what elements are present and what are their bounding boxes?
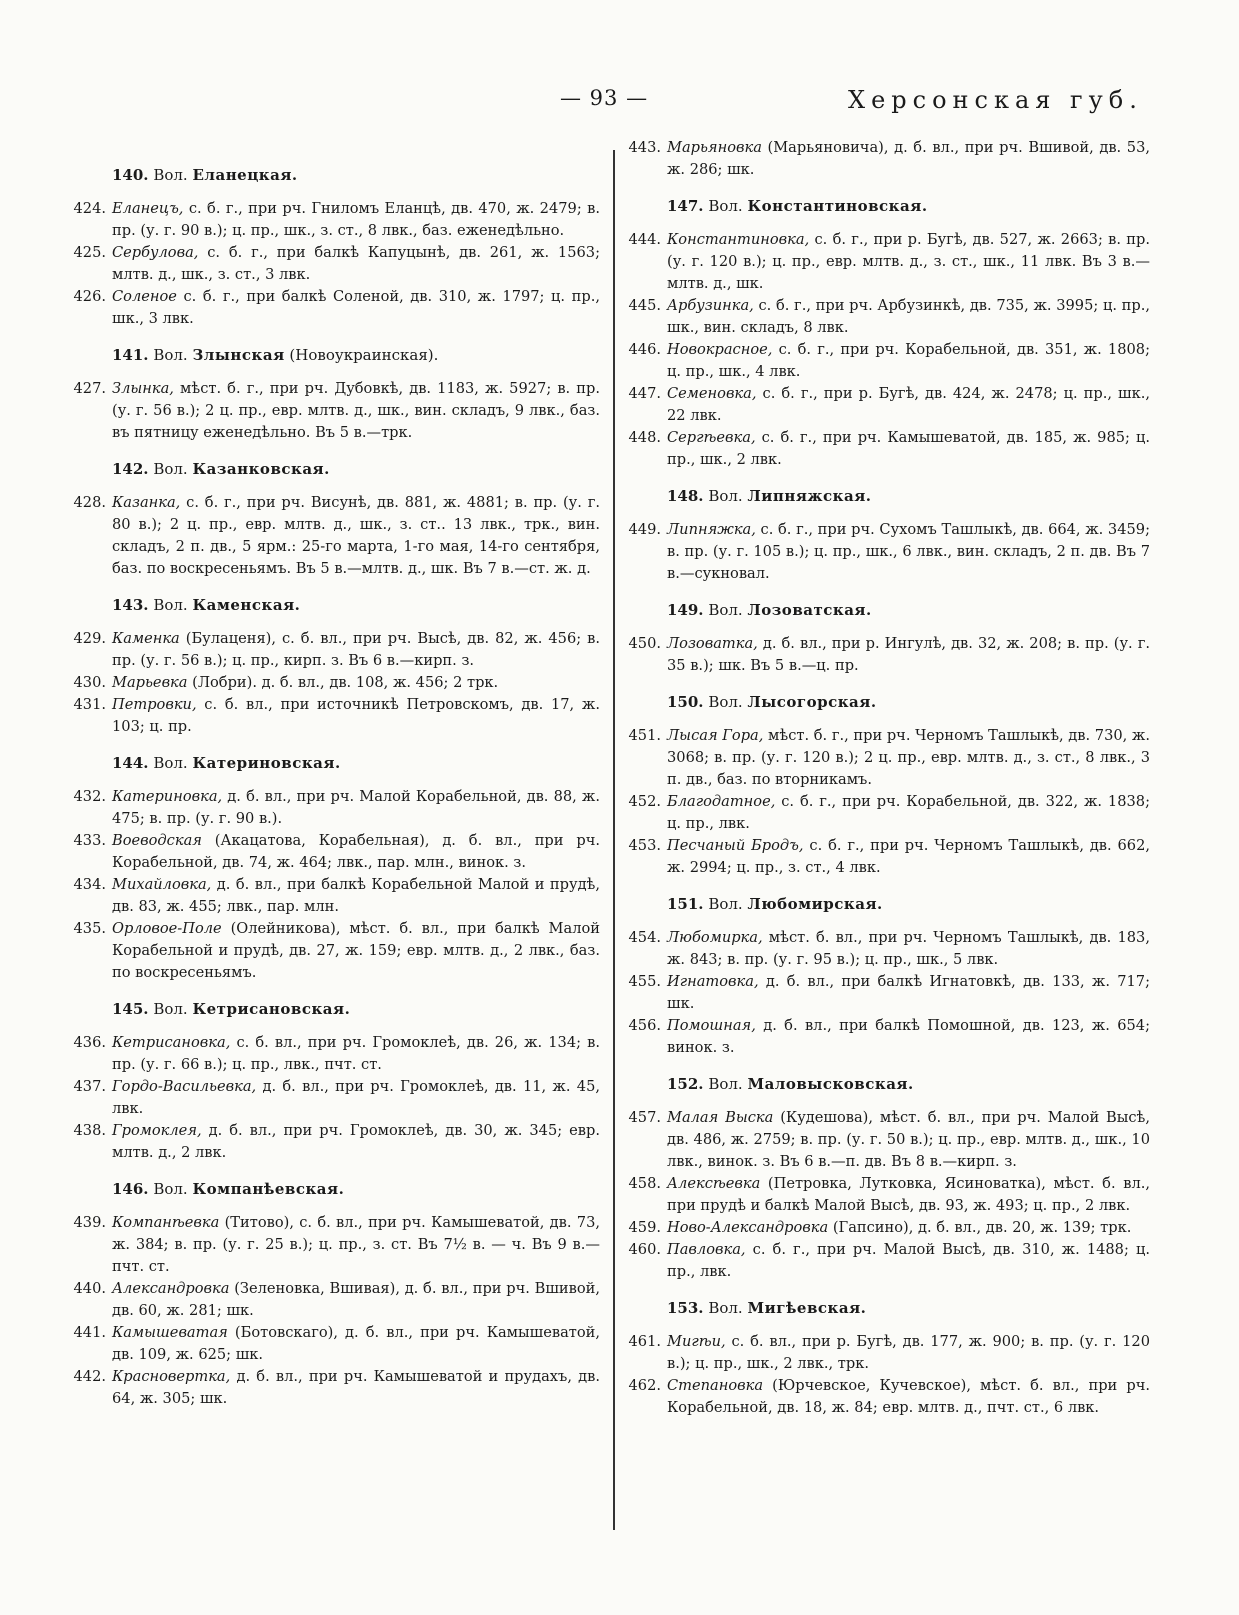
volost-name: Маловысковская. [747, 1075, 914, 1093]
place-name: Любомирка, [667, 929, 763, 946]
volost-name: Казанковская. [192, 460, 330, 478]
place-name: Орловое-Поле [112, 920, 222, 937]
volost-number: 153. [667, 1299, 704, 1317]
right-column [625, 137, 1150, 1433]
page-number: — 93 — [560, 86, 649, 110]
entry-number: 431. [73, 696, 106, 713]
place-name: Громоклея, [112, 1122, 202, 1139]
entry-text: д. б. вл., при балкѣ Корабельной Малой и прудѣ, дв. 83, ж. 455; лвк., пар. млн. [112, 876, 600, 915]
entry-number: 425. [73, 244, 106, 261]
volost-name: Лысогорская. [747, 693, 877, 711]
volost-section [625, 893, 1150, 1059]
volost-heading [667, 893, 1150, 915]
place-name: Соленое [112, 288, 177, 305]
entry-text: д. б. вл., при рч. Камышеватой и прудахъ, дв. 64, ж. 305; шк. [112, 1368, 600, 1407]
entry [625, 1173, 1150, 1217]
volost-section [625, 1297, 1150, 1419]
volost-number: 147. [667, 197, 704, 215]
column-divider [613, 150, 615, 1530]
entry-text: с. б. г., при балкѣ Соленой, дв. 310, ж. 1797; ц. пр., шк., 3 лвк. [112, 288, 600, 327]
entry [70, 492, 600, 580]
volost-heading [112, 998, 600, 1020]
entry-text: д. б. вл., при балкѣ Помошной, дв. 123, ж. 654; винок. з. [667, 1017, 1150, 1056]
entry [625, 1015, 1150, 1059]
entry-number: 461. [628, 1333, 661, 1350]
volost-heading [112, 1178, 600, 1200]
place-name: Малая Выска [667, 1109, 774, 1126]
entry-text: с. б. вл., при источникѣ Петровскомъ, дв. 17, ж. 103; ц. пр. [112, 696, 600, 735]
volost-section [625, 691, 1150, 879]
place-name: Михайловка, [112, 876, 212, 893]
volost-number: 144. [112, 754, 149, 772]
entry [70, 918, 600, 984]
volost-section [70, 164, 600, 330]
entry-text: (Ботовскаго), д. б. вл., при рч. Камышеватой, дв. 109, ж. 625; шк. [112, 1324, 600, 1363]
volost-heading [112, 594, 600, 616]
volost-label: Вол. [708, 1075, 743, 1093]
entry [70, 1212, 600, 1278]
entry [70, 1366, 600, 1410]
entry [70, 672, 600, 694]
entry-text: (Марьяновича), д. б. вл., при рч. Вшивой, дв. 53, ж. 286; шк. [667, 139, 1150, 178]
place-name: Арбузинка, [667, 297, 754, 314]
place-name: Сергѣевка, [667, 429, 756, 446]
entry-text: с. б. г., при рч. Сухомъ Ташлыкѣ, дв. 664, ж. 3459; в. пр. (у. г. 105 в.); ц. пр., шк., 6 лвк., вин. складъ, 2 п. дв. Въ 7 в.—сукновал. [667, 521, 1150, 582]
volost-label: Вол. [708, 487, 743, 505]
place-name: Злынка, [112, 380, 174, 397]
entry-number: 434. [73, 876, 106, 893]
volost-name: Катериновская. [192, 754, 341, 772]
entry [625, 383, 1150, 427]
entry-number: 459. [628, 1219, 661, 1236]
entry-number: 448. [628, 429, 661, 446]
entry-text: с. б. вл., при рч. Громоклеѣ, дв. 26, ж. 134; в. пр. (у. г. 66 в.); ц. пр., лвк., пчт. ст. [112, 1034, 600, 1073]
volost-label: Вол. [708, 197, 743, 215]
volost-heading [667, 1073, 1150, 1095]
volost-number: 149. [667, 601, 704, 619]
entry-text: с. б. г., при рч. Черномъ Ташлыкѣ, дв. 662, ж. 2994; ц. пр., з. ст., 4 лвк. [667, 837, 1151, 876]
entry-text: с. б. г., при рч. Камышеватой, дв. 185, ж. 985; ц. пр., шк., 2 лвк. [667, 429, 1150, 468]
entry-text: с. б. г., при р. Бугѣ, дв. 424, ж. 2478; ц. пр., шк., 22 лвк. [667, 385, 1150, 424]
place-name: Компанѣевка [112, 1214, 220, 1231]
entry [625, 971, 1150, 1015]
volost-number: 145. [112, 1000, 149, 1018]
volost-label: Вол. [153, 1000, 188, 1018]
place-name: Гордо-Васильевка, [112, 1078, 257, 1095]
volost-section [70, 1178, 600, 1410]
entry [70, 198, 600, 242]
entry-number: 456. [628, 1017, 661, 1034]
entry-number: 427. [73, 380, 106, 397]
entry-text: (Петровка, Лутковка, Ясиноватка), мѣст. б. вл., при прудѣ и балкѣ Малой Высѣ, дв. 93, ж. 493; ц. пр., 2 лвк. [667, 1175, 1150, 1214]
entry-number: 458. [628, 1175, 661, 1192]
place-name: Песчаный Бродъ, [667, 837, 804, 854]
entry-number: 441. [73, 1324, 106, 1341]
entry-number: 452. [628, 793, 661, 810]
entry-number: 460. [628, 1241, 661, 1258]
volost-section [70, 458, 600, 580]
place-name: Марьяновка [667, 139, 762, 156]
volost-number: 142. [112, 460, 149, 478]
volost-section [625, 599, 1150, 677]
volost-name: Любомирская. [747, 895, 883, 913]
volost-number: 140. [112, 166, 149, 184]
entry-text: д. б. вл., при рч. Громоклеѣ, дв. 30, ж. 345; евр. млтв. д., 2 лвк. [112, 1122, 600, 1161]
volost-label: Вол. [153, 460, 188, 478]
place-name: Павловка, [667, 1241, 746, 1258]
entry-number: 457. [628, 1109, 661, 1126]
volost-name: Компанѣевская. [192, 1180, 345, 1198]
entry-number: 455. [628, 973, 661, 990]
place-name: Сербулова, [112, 244, 199, 261]
volost-number: 152. [667, 1075, 704, 1093]
entry-text: (Акацатова, Корабельная), д. б. вл., при рч. Корабельной, дв. 74, ж. 464; лвк., пар. млн., винок. з. [112, 832, 600, 871]
entry-text: с. б. вл., при р. Бугѣ, дв. 177, ж. 900; в. пр. (у. г. 120 в.); ц. пр., шк., 2 лвк., трк. [667, 1333, 1150, 1372]
volost-number: 141. [112, 346, 149, 364]
place-name: Воеводская [112, 832, 202, 849]
volost-number: 143. [112, 596, 149, 614]
entry-number: 433. [73, 832, 106, 849]
entry [70, 378, 600, 444]
place-name: Марьевка [112, 674, 188, 691]
entry-text: (Кудешова), мѣст. б. вл., при рч. Малой Высѣ, дв. 486, ж. 2759; в. пр. (у. г. 50 в.); ц. пр., евр. млтв. д., шк., 10 лвк., винок. з. Въ 6 в.—п. дв. Въ 8 в.—кирп. з. [667, 1109, 1150, 1170]
volost-heading [667, 599, 1150, 621]
entry-number: 443. [628, 139, 661, 156]
volost-heading [112, 344, 600, 366]
entry-text: с. б. г., при рч. Малой Высѣ, дв. 310, ж. 1488; ц. пр., лвк. [667, 1241, 1150, 1280]
volost-name: Константиновская. [747, 197, 928, 215]
volost-heading [667, 1297, 1150, 1319]
entry-number: 426. [73, 288, 106, 305]
volost-label: Вол. [153, 596, 188, 614]
entry [70, 1322, 600, 1366]
volost-label: Вол. [708, 1299, 743, 1317]
entry [70, 874, 600, 918]
entry-number: 451. [628, 727, 661, 744]
place-name: Лозоватка, [667, 635, 758, 652]
place-name: Лысая Гора, [667, 727, 764, 744]
volost-heading [112, 752, 600, 774]
entry [625, 1375, 1150, 1419]
entry-number: 440. [73, 1280, 106, 1297]
volost-name: Мигѣевская. [747, 1299, 867, 1317]
entry-number: 438. [73, 1122, 106, 1139]
entry [625, 519, 1150, 585]
place-name: Семеновка, [667, 385, 757, 402]
entry-number: 424. [73, 200, 106, 217]
entry-number: 449. [628, 521, 661, 538]
volost-heading [112, 458, 600, 480]
volost-section [625, 1073, 1150, 1283]
entry-number: 428. [73, 494, 106, 511]
volost-number: 148. [667, 487, 704, 505]
entry-number: 437. [73, 1078, 106, 1095]
volost-number: 146. [112, 1180, 149, 1198]
entry [70, 694, 600, 738]
volost-heading [667, 691, 1150, 713]
left-column [70, 150, 600, 1424]
entry-text: д. б. вл., при рч. Громоклеѣ, дв. 11, ж. 45, лвк. [112, 1078, 600, 1117]
entry [625, 633, 1150, 677]
entry-number: 432. [73, 788, 106, 805]
volost-name: Злынская [192, 346, 285, 364]
entry-text: с. б. г., при рч. Гниломъ Еланцѣ, дв. 470, ж. 2479; в. пр. (у. г. 90 в.); ц. пр., шк., з. ст., 8 лвк., баз. еженедѣльно. [112, 200, 600, 239]
place-name: Помошная, [667, 1017, 756, 1034]
place-name: Константиновка, [667, 231, 810, 248]
entry-text: д. б. вл., при балкѣ Игнатовкѣ, дв. 133, ж. 717; шк. [667, 973, 1150, 1012]
entry-text: д. б. вл., при р. Ингулѣ, дв. 32, ж. 208; в. пр. (у. г. 35 в.); шк. Въ 5 в.—ц. пр. [667, 635, 1150, 674]
entry-text: мѣст. б. г., при рч. Черномъ Ташлыкѣ, дв. 730, ж. 3068; в. пр. (у. г. 120 в.); 2 ц. пр., евр. млтв. д., з. ст., 8 лвк., 3 п. дв., баз. по вторникамъ. [667, 727, 1150, 788]
entry-number: 444. [628, 231, 661, 248]
volost-name: Еланецкая. [192, 166, 298, 184]
entry-number: 439. [73, 1214, 106, 1231]
volost-number: 151. [667, 895, 704, 913]
entry [625, 835, 1150, 879]
place-name: Александровка [112, 1280, 230, 1297]
place-name: Петровки, [112, 696, 197, 713]
entry [625, 791, 1150, 835]
entry [625, 725, 1150, 791]
entry-number: 442. [73, 1368, 106, 1385]
entry-text: с. б. г., при рч. Висунѣ, дв. 881, ж. 4881; в. пр. (у. г. 80 в.); 2 ц. пр., евр. млтв. д., шк., з. ст.. 13 лвк., трк., вин. складъ, 2 п. дв., 5 ярм.: 25-го марта, 1-го мая, 14-го сентября, баз. по воскресеньямъ. Въ 5 в.—млтв. д., шк. Въ 7 в.—ст. ж. д. [112, 494, 600, 577]
entry-number: 430. [73, 674, 106, 691]
entry-text: (Лобри). д. б. вл., дв. 108, ж. 456; 2 трк. [187, 674, 499, 691]
place-name: Благодатное, [667, 793, 776, 810]
volost-label: Вол. [708, 693, 743, 711]
entry [70, 1278, 600, 1322]
entry [625, 1217, 1150, 1239]
place-name: Ново-Александровка [667, 1219, 829, 1236]
entry-text: мѣст. б. вл., при рч. Черномъ Ташлыкѣ, дв. 183, ж. 843; в. пр. (у. г. 95 в.); ц. пр., шк., 5 лвк. [667, 929, 1150, 968]
entry-text: (Булаценя), с. б. вл., при рч. Высѣ, дв. 82, ж. 456; в. пр. (у. г. 56 в.); ц. пр., кирп. з. Въ 6 в.—кирп. з. [112, 630, 600, 669]
entry [625, 229, 1150, 295]
entry-number: 462. [628, 1377, 661, 1394]
entry-text: (Титово), с. б. вл., при рч. Камышеватой, дв. 73, ж. 384; в. пр. (у. г. 25 в.); ц. пр., з. ст. Въ 7½ в. — ч. Въ 9 в.—пчт. ст. [112, 1214, 600, 1275]
entry-text: (Зеленовка, Вшивая), д. б. вл., при рч. Вшивой, дв. 60, ж. 281; шк. [112, 1280, 600, 1319]
place-name: Каменка [112, 630, 180, 647]
place-name: Липняжка, [667, 521, 756, 538]
volost-label: Вол. [153, 346, 188, 364]
place-name: Красновертка, [112, 1368, 231, 1385]
entry-number: 429. [73, 630, 106, 647]
volost-heading [667, 485, 1150, 507]
entry-text: с. б. г., при р. Бугѣ, дв. 527, ж. 2663; в. пр. (у. г. 120 в.); ц. пр., евр. млтв. д., з. ст., шк., 11 лвк. Въ 3 в.—млтв. д., шк. [667, 231, 1150, 292]
volost-name: Лозоватская. [747, 601, 872, 619]
volost-section [625, 485, 1150, 585]
volost-heading [112, 164, 600, 186]
place-name: Камышеватая [112, 1324, 228, 1341]
page-title: Херсонская губ. [848, 86, 1143, 114]
volost-section [625, 195, 1150, 471]
volost-section [70, 752, 600, 984]
entry [625, 339, 1150, 383]
place-name: Новокрасное, [667, 341, 773, 358]
entry [625, 1331, 1150, 1375]
volost-alt-name: (Новоукраинская). [284, 346, 439, 364]
entry [625, 927, 1150, 971]
place-name: Казанка, [112, 494, 181, 511]
entry [70, 242, 600, 286]
volost-section [70, 594, 600, 738]
volost-label: Вол. [708, 601, 743, 619]
entry [625, 1239, 1150, 1283]
volost-section [70, 344, 600, 444]
entry [625, 1107, 1150, 1173]
entry-text: (Олейникова), мѣст. б. вл., при балкѣ Малой Корабельной и прудѣ, дв. 27, ж. 159; евр. млтв. д., 2 лвк., баз. по воскресеньямъ. [112, 920, 600, 981]
entry-text: с. б. г., при рч. Корабельной, дв. 322, ж. 1838; ц. пр., лвк. [667, 793, 1150, 832]
entry-text: д. б. вл., при рч. Малой Корабельной, дв. 88, ж. 475; в. пр. (у. г. 90 в.). [112, 788, 600, 827]
entry-text: с. б. г., при рч. Арбузинкѣ, дв. 735, ж. 3995; ц. пр., шк., вин. складъ, 8 лвк. [667, 297, 1150, 336]
place-name: Игнатовка, [667, 973, 759, 990]
volost-number: 150. [667, 693, 704, 711]
entry [70, 1076, 600, 1120]
entry [70, 830, 600, 874]
entry [70, 628, 600, 672]
volost-name: Каменская. [192, 596, 301, 614]
entry-number: 436. [73, 1034, 106, 1051]
entry [625, 137, 1150, 181]
entry [625, 427, 1150, 471]
entry [70, 1032, 600, 1076]
entry [70, 286, 600, 330]
entry [625, 295, 1150, 339]
volost-label: Вол. [708, 895, 743, 913]
place-name: Алексѣевка [667, 1175, 761, 1192]
entry [70, 786, 600, 830]
entry-number: 435. [73, 920, 106, 937]
entry-number: 454. [628, 929, 661, 946]
entry-text: мѣст. б. г., при рч. Дубовкѣ, дв. 1183, ж. 5927; в. пр. (у. г. 56 в.); 2 ц. пр., евр. млтв. д., шк., вин. складъ, 9 лвк., баз. въ пятницу еженедѣльно. Въ 5 в.—трк. [112, 380, 600, 441]
entry-number: 450. [628, 635, 661, 652]
entry-text: с. б. г., при балкѣ Капуцынѣ, дв. 261, ж. 1563; млтв. д., шк., з. ст., 3 лвк. [112, 244, 600, 283]
entry-text: (Юрчевское, Кучевское), мѣст. б. вл., при рч. Корабельной, дв. 18, ж. 84; евр. млтв. д., пчт. ст., 6 лвк. [667, 1377, 1150, 1416]
lead-entry [625, 137, 1150, 181]
volost-label: Вол. [153, 754, 188, 772]
volost-label: Вол. [153, 1180, 188, 1198]
place-name: Катериновка, [112, 788, 223, 805]
volost-section [70, 998, 600, 1164]
entry-number: 445. [628, 297, 661, 314]
entry-text: с. б. г., при рч. Корабельной, дв. 351, ж. 1808; ц. пр., шк., 4 лвк. [667, 341, 1150, 380]
entry-number: 453. [628, 837, 661, 854]
place-name: Еланецъ, [112, 200, 184, 217]
place-name: Степановка [667, 1377, 764, 1394]
entry [70, 1120, 600, 1164]
volost-heading [667, 195, 1150, 217]
place-name: Кетрисановка, [112, 1034, 231, 1051]
entry-number: 447. [628, 385, 661, 402]
place-name: Мигѣи, [667, 1333, 726, 1350]
volost-name: Кетрисановская. [192, 1000, 351, 1018]
entry-number: 446. [628, 341, 661, 358]
volost-label: Вол. [153, 166, 188, 184]
entry-text: (Гапсино), д. б. вл., дв. 20, ж. 139; трк. [828, 1219, 1132, 1236]
volost-name: Липняжская. [747, 487, 872, 505]
